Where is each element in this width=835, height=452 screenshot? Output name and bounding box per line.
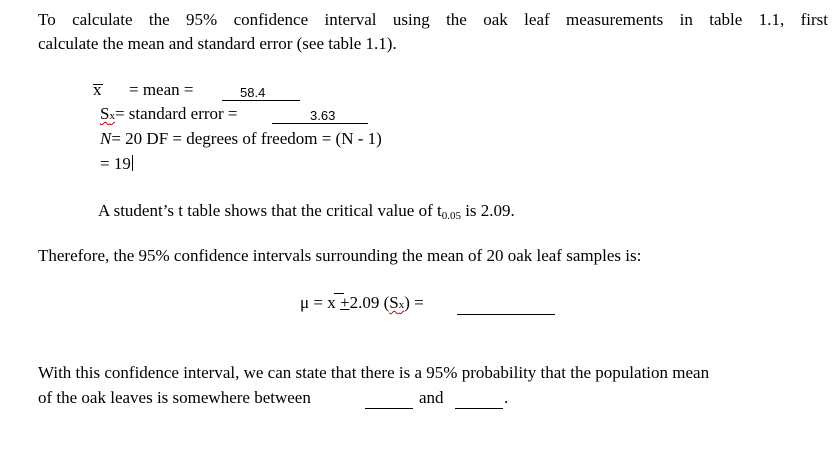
mu-symbol: μ [300, 293, 310, 312]
intro-line-1: To calculate the 95% confidence interval using the oak leaf measurements in table 1.1, first [38, 10, 828, 29]
df-value: = 19 [100, 154, 131, 173]
mean-label: = mean = [129, 80, 194, 99]
se-answer-blank[interactable] [272, 107, 368, 124]
n-symbol: N [100, 129, 112, 148]
intro-paragraph [38, 8, 828, 56]
conclusion-line-2: of the oak leaves is somewhere between [38, 388, 311, 407]
text-cursor [132, 155, 133, 171]
therefore-sentence: Therefore, the 95% confidence intervals surrounding the mean of 20 oak leaf samples is: [38, 246, 642, 265]
interval-answer-blank[interactable] [457, 298, 555, 315]
conclusion-line-1: With this confidence interval, we can state that there is a 95% probability that the population mean [38, 363, 710, 382]
formula: μ = x +2.09 (Sx) = [300, 293, 424, 312]
upper-bound-blank[interactable] [455, 392, 503, 409]
n-row [100, 129, 382, 149]
se-value: 3.63 [310, 108, 336, 123]
mean-row [93, 80, 102, 100]
intro-line-2: calculate the mean and standard error (see table 1.1). [38, 34, 397, 53]
formula-sx: Sx [389, 293, 405, 312]
df-row [100, 154, 133, 174]
se-symbol: Sx [100, 104, 115, 123]
and-word: and [419, 388, 444, 407]
plus-minus-symbol: + [339, 293, 350, 312]
t-subscript: 0.05 [441, 210, 461, 222]
lower-bound-blank[interactable] [365, 392, 413, 409]
mean-value: 58.4 [240, 85, 266, 100]
se-label: = standard error = [114, 104, 238, 123]
se-row [100, 104, 238, 124]
formula-x: x [327, 293, 336, 312]
t-table-sentence: A student’s t table shows that the critical value of $t_{0.05}$ is 2.09. [98, 201, 515, 222]
mean-answer-blank[interactable] [222, 84, 300, 101]
n-row-text: = 20 DF = degrees of freedom = (N - 1) [111, 129, 382, 148]
conclusion-period: . [504, 388, 509, 407]
mean-symbol: x [93, 80, 102, 99]
